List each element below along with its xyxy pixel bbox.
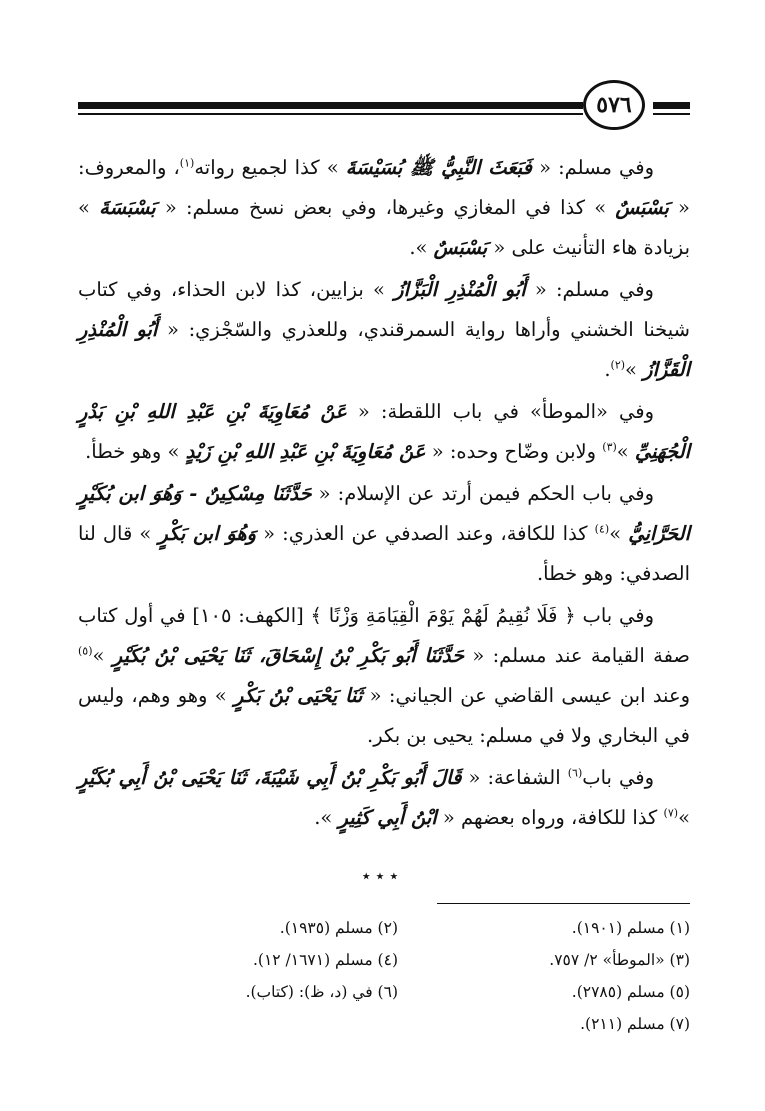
text-segment: » كذا لجميع رواته: [194, 156, 346, 179]
footnote-ref: (٧): [663, 806, 679, 820]
page-header: [78, 80, 690, 140]
footnote: (٤) مسلم (١٦٧١/ ١٢).: [252, 951, 398, 969]
quoted-text: عَنْ مُعَاوِيَةَ بْنِ عَبْدِ اللهِ بْنِ زَيْدٍ: [185, 440, 426, 463]
footnote: (١) مسلم (١٩٠١).: [571, 919, 690, 937]
text-segment: » وهو خطأ.: [85, 440, 186, 463]
quoted-text: عَنْ مُعَاوِيَةَ بْنِ عَبْدِ اللهِ بْنِ بَدْرٍ الْجُهَنِيِّ: [78, 400, 690, 463]
quoted-text: ثَنَا يَحْيَى بْنُ بَكْرٍ: [234, 684, 363, 707]
footnote-ref: (٦): [567, 766, 583, 780]
main-text: [78, 148, 690, 840]
footnote-row: [150, 976, 690, 1008]
quoted-text: قَالَ أَبُو بَكْرِ بْنُ أَبِي شَيْبَةَ، ثَنَا يَحْيَى بْنُ أَبِي بُكَيْرٍ: [78, 766, 462, 789]
quoted-text: حَدَّثَنَا أَبُو بَكْرِ بْنُ إِسْحَاقَ، ثَنَا يَحْيَى بْنُ بُكَيْرٍ: [112, 644, 465, 667]
paragraph: [78, 270, 690, 390]
text-segment: الشفاعة: «: [461, 766, 568, 789]
header-rule-thick: [78, 102, 583, 109]
header-rule-right-thick: [653, 102, 690, 109]
footnote-separator: [437, 903, 690, 904]
text-segment: وفي باب ﴿ فَلَا نُقِيمُ لَهُمْ يَوْمَ الْقِيَامَةِ وَزْنًا ﴾ [الكهف: ١٠٥] في أول كتاب صفة القيامة عند مسلم: «: [78, 604, 690, 667]
text-segment: .: [604, 358, 611, 381]
paragraph: [78, 596, 690, 756]
text-segment: ولابن وضّاح وحده: «: [425, 440, 603, 463]
text-segment: وفي باب الحكم فيمن أرتد عن الإسلام: «: [311, 482, 654, 505]
text-segment: » بزايين، كذا لابن الحذاء، وفي كتاب شيخنا الخشني وأراها رواية السمرقندي، وللعذري والسّجْزي: «: [78, 278, 690, 341]
text-segment: »: [609, 522, 629, 545]
footnote: (٥) مسلم (٢٧٨٥).: [571, 983, 690, 1001]
text-segment: » وهو وهم، وليس في البخاري ولا في مسلم: يحيى بن بكر.: [78, 684, 690, 747]
footnote: [150, 1008, 398, 1040]
quoted-text: وَهُوَ ابن بَكْرٍ: [158, 522, 257, 545]
text-segment: كذا للكافة، ورواه بعضهم «: [436, 806, 664, 829]
text-segment: وفي باب: [582, 766, 654, 789]
footnote-row: [150, 944, 690, 976]
footnote-ref: (٥): [78, 644, 93, 658]
paragraph: [78, 148, 690, 268]
text-segment: وفي «الموطأ» في باب اللقطة: «: [346, 400, 654, 423]
footnote-ref: (١): [179, 156, 195, 170]
text-segment: وفي مسلم: «: [531, 156, 654, 179]
paragraph: [78, 758, 690, 838]
quoted-text: ابْنُ أَبِي كَثِيرٍ: [338, 806, 437, 829]
quoted-text: حَدَّثَنَا مِسْكِينٌ - وَهُوَ ابن بُكَيْرٍ الحَرَّانِيُّ: [78, 482, 690, 545]
text-segment: كذا للكافة، وعند الصدفي عن العذري: «: [256, 522, 595, 545]
quoted-text: بَسْبَسَةَ: [99, 196, 156, 219]
text-segment: ».: [314, 806, 339, 829]
quoted-text: أَبُو الْمُنْذِرِ الْبَزَّازُ: [394, 278, 526, 301]
text-segment: وفي مسلم: «: [525, 278, 654, 301]
footnote: (٢) مسلم (١٩٣٥).: [279, 919, 398, 937]
text-segment: وعند ابن عيسى القاضي عن الجياني: «: [362, 684, 690, 707]
quoted-text: بَسْبَسٌ: [615, 196, 669, 219]
paragraph: [78, 474, 690, 594]
text-segment: ».: [409, 236, 434, 259]
footnote: (٧) مسلم (٢١١).: [580, 1015, 690, 1033]
header-rule-right-thin: [653, 113, 690, 115]
footnote-ref: (٤): [594, 522, 610, 536]
quoted-text: بَسْبَسٌ: [433, 236, 488, 259]
quoted-text: فَبَعَثَ النَّبِيُّ ﷺ بُسَيْسَةَ: [345, 156, 532, 179]
footnote-ref: (٣): [602, 440, 617, 454]
text-segment: » كذا في المغازي وغيرها، وفي بعض نسخ مسلم: «: [155, 196, 616, 219]
text-segment: ، والمعروف: «: [78, 156, 690, 219]
quoted-text: أَبُو الْمُنْذِرِ الْقَزَّازُ: [78, 318, 690, 381]
footnote: (٣) «الموطأ» ٢/ ٧٥٧.: [549, 951, 690, 969]
footnote-row: [150, 1008, 690, 1040]
page-number: ٥٧٦: [583, 80, 645, 130]
footnote: (٦) في (د، ظ): (كتاب).: [245, 983, 398, 1001]
footnote-ref: (٢): [610, 358, 626, 372]
footnotes: [150, 912, 690, 1040]
text-segment: »: [616, 440, 635, 463]
text-segment: »: [92, 644, 113, 667]
footnote-row: [150, 912, 690, 944]
text-segment: » قال لنا الصدفي: وهو خطأ.: [78, 522, 690, 585]
text-segment: »: [678, 806, 690, 829]
section-ornament: ٭ ٭ ٭: [361, 866, 399, 885]
paragraph: [78, 392, 690, 472]
header-rule-thin: [78, 113, 583, 115]
text-segment: »: [625, 358, 644, 381]
text-segment: » بزيادة هاء التأنيث على «: [78, 196, 690, 259]
